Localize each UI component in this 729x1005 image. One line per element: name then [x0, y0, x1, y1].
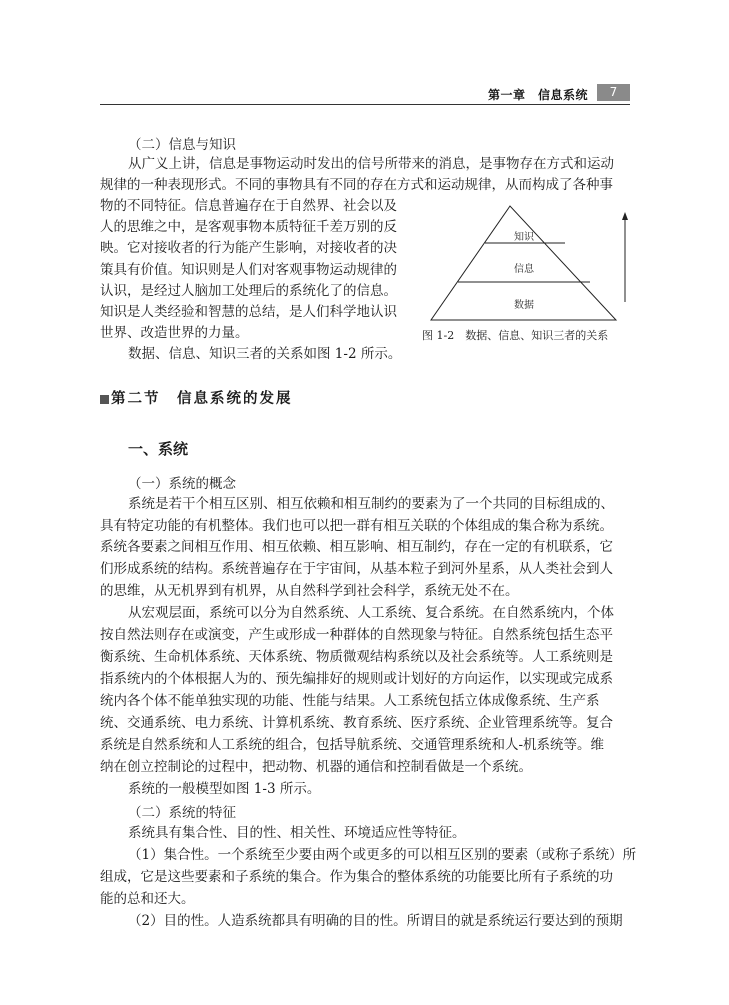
section-heading-info-knowledge: （二）信息与知识 — [128, 137, 236, 153]
section-heading-system-features: （二）系统的特征 — [128, 805, 236, 821]
page-number: 7 — [597, 84, 630, 101]
paragraph-line: 纳在创立控制论的过程中，把动物、机器的通信和控制看做是一个系统。 — [100, 759, 532, 775]
paragraph-line: 系统具有集合性、目的性、相关性、环境适应性等特征。 — [128, 825, 466, 841]
paragraph-line: 映。它对接收者的行为能产生影响，对接收者的决 — [100, 240, 397, 256]
paragraph-line: 策具有价值。知识则是人们对客观事物运动规律的 — [100, 262, 397, 278]
paragraph-line: 认识，是经过人脑加工处理后的系统化了的信息。 — [100, 283, 397, 299]
pyramid-level-knowledge: 知识 — [514, 232, 534, 243]
paragraph-line: 按自然法则存在或演变，产生或形成一种群体的自然现象与特征。自然系统包括生态平 — [100, 627, 613, 643]
paragraph-line: 从宏观层面，系统可以分为自然系统、人工系统、复合系统。在自然系统内，个体 — [128, 605, 614, 621]
arrow-up-icon — [622, 212, 628, 220]
paragraph-line: 物的不同特征。信息普遍存在于自然界、社会以及 — [100, 198, 397, 214]
pyramid-figure — [420, 200, 640, 325]
subsection-title: 一、系统 — [128, 440, 189, 458]
paragraph-line: 统、交通系统、电力系统、计算机系统、教育系统、医疗系统、企业管理系统等。复合 — [100, 715, 613, 731]
paragraph-line: 指系统内的个体根据人为的、预先编排好的规则或计划好的方向运作，以实现或完成系 — [100, 671, 613, 687]
paragraph-line: （2）目的性。人造系统都具有明确的目的性。所谓目的就是系统运行要达到的预期 — [128, 913, 623, 929]
header-divider — [100, 104, 630, 105]
chapter-header: 第一章 信息系统 — [488, 88, 589, 102]
paragraph-line: 知识是人类经验和智慧的总结，是人们科学地认识 — [100, 304, 397, 320]
paragraph-line: 规律的一种表现形式。不同的事物具有不同的存在方式和运动规律，从而构成了各种事 — [100, 177, 613, 193]
paragraph-line: 数据、信息、知识三者的关系如图 1-2 所示。 — [128, 346, 402, 362]
paragraph-line: 们形成系统的结构。系统普遍存在于宇宙间，从基本粒子到河外星系，从人类社会到人 — [100, 561, 613, 577]
paragraph-line: （1）集合性。一个系统至少要由两个或更多的可以相互区别的要素（或称子系统）所 — [128, 847, 637, 863]
section-heading-system-concept: （一）系统的概念 — [128, 476, 236, 492]
paragraph-line: 系统的一般模型如图 1-3 所示。 — [128, 781, 321, 797]
figure-caption: 图 1-2 数据、信息、知识三者的关系 — [422, 329, 609, 342]
paragraph-line: 衡系统、生命机体系统、天体系统、物质微观结构系统以及社会系统等。人工系统则是 — [100, 649, 613, 665]
paragraph-line: 的思维，从无机界到有机界，从自然科学到社会科学，系统无处不在。 — [100, 583, 519, 599]
section-title — [100, 387, 293, 408]
section-marker-icon — [100, 395, 109, 404]
paragraph-line: 统内各个体不能单独实现的功能、性能与结果。人工系统包括立体成像系统、生产系 — [100, 693, 600, 709]
paragraph-line: 世界、改造世界的力量。 — [100, 325, 249, 341]
paragraph-line: 人的思维之中，是客观事物本质特征千差万别的反 — [100, 219, 397, 235]
pyramid-level-data: 数据 — [514, 300, 534, 311]
section-title-text: 第二节 信息系统的发展 — [111, 391, 293, 407]
paragraph-line: 系统是自然系统和人工系统的组合，包括导航系统、交通管理系统和人-机系统等。维 — [100, 737, 605, 753]
paragraph-line: 组成，它是这些要素和子系统的集合。作为集合的整体系统的功能要比所有子系统的功 — [100, 869, 613, 885]
paragraph-line: 能的总和还大。 — [100, 891, 195, 907]
pyramid-level-information: 信息 — [514, 264, 534, 275]
paragraph-line: 从广义上讲，信息是事物运动时发出的信号所带来的消息，是事物存在方式和运动 — [128, 156, 614, 172]
paragraph-line: 具有特定功能的有机整体。我们也可以把一群有相互关联的个体组成的集合称为系统。 — [100, 518, 613, 534]
paragraph-line: 系统各要素之间相互作用、相互依赖、相互影响、相互制约，存在一定的有机联系，它 — [100, 539, 613, 555]
paragraph-line: 系统是若干个相互区别、相互依赖和相互制约的要素为了一个共同的目标组成的、 — [128, 496, 614, 512]
